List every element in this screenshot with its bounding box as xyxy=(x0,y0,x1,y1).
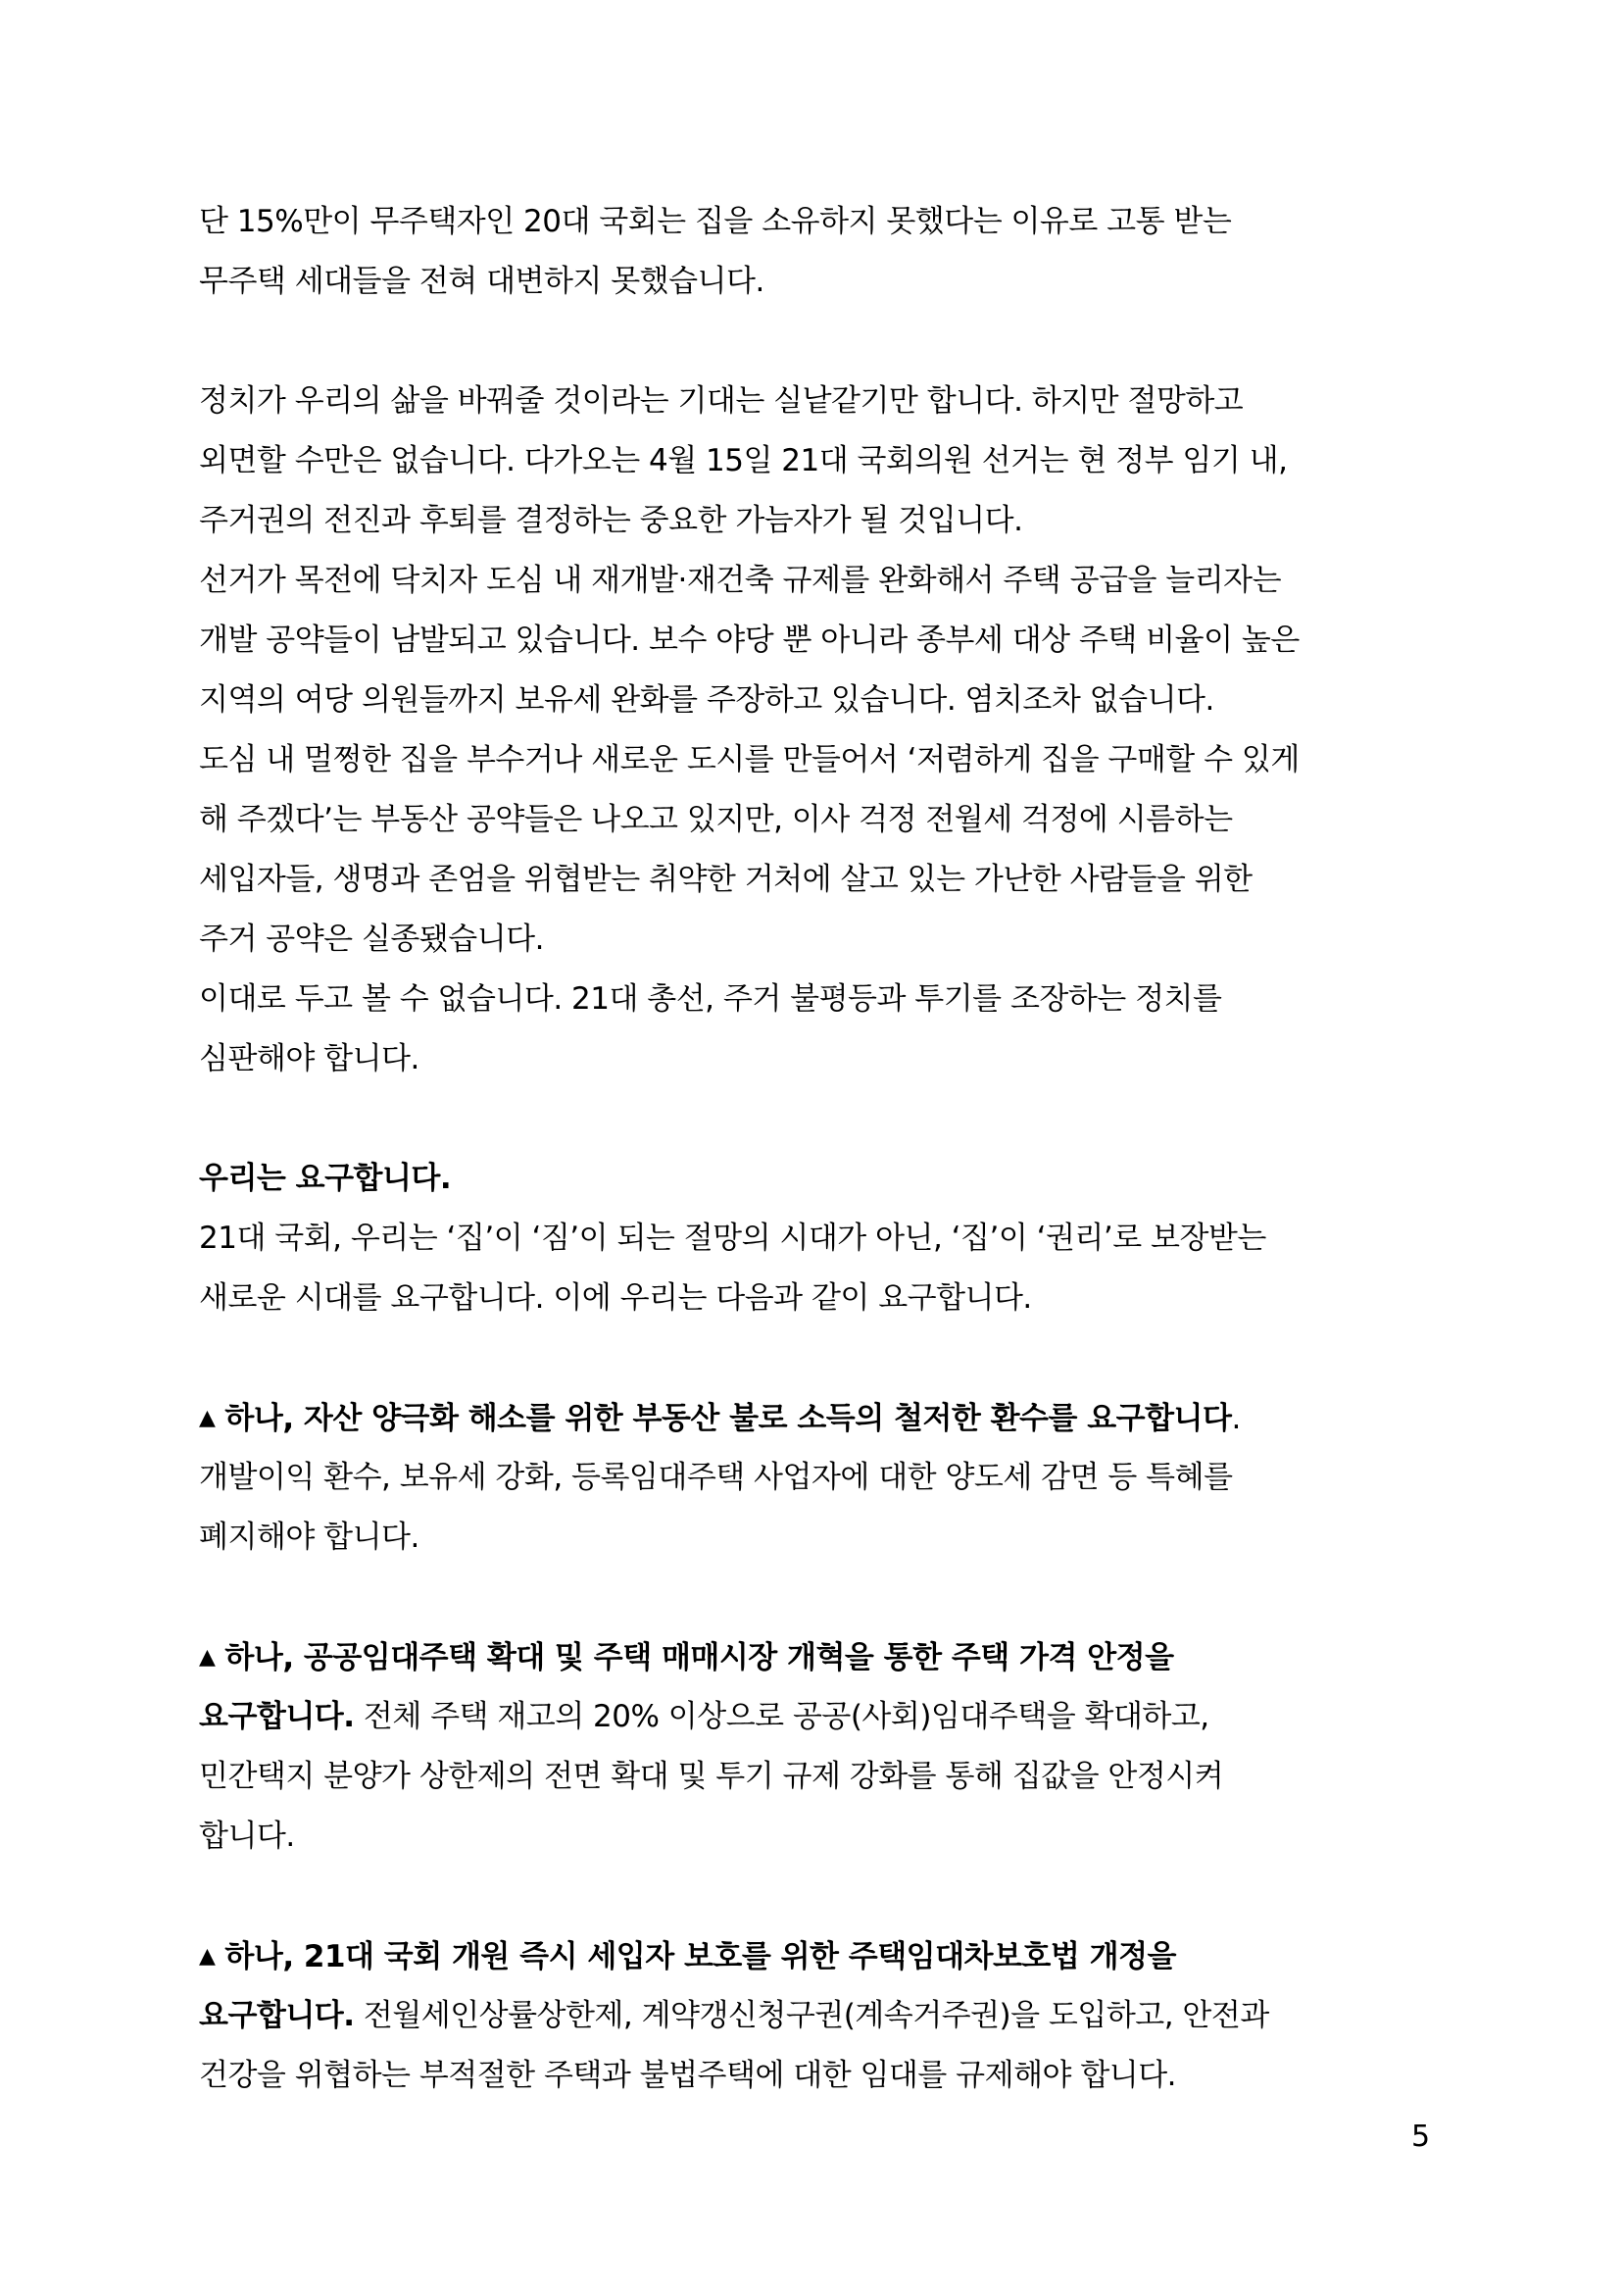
demand-title-rest: 전월세인상률상한제, 계약갱신청구권(계속거주권)을 도입하고, 안전과 xyxy=(354,1998,1269,2033)
paragraph-line: 민간택지 분양가 상한제의 전면 확대 및 투기 규제 강화를 통해 집값을 안정시켜 xyxy=(199,1759,1224,1794)
demand-title-rest: 전체 주택 재고의 20% 이상으로 공공(사회)임대주택을 확대하고, xyxy=(354,1699,1209,1734)
paragraph-line: 21대 국회, 우리는 ‘집’이 ‘짐’이 되는 절망의 시대가 아닌, ‘집’이 ‘권리’로 보장받는 xyxy=(199,1221,1266,1256)
paragraph-line: 무주택 세대들을 전혀 대변하지 못했습니다. xyxy=(199,264,764,299)
document-body xyxy=(199,192,1473,2106)
demand-item-2-line xyxy=(199,1687,1473,1747)
demand-title-text: 하나, 자산 양극화 해소를 위한 부동산 불로 소득의 철저한 환수를 요구합니다 xyxy=(224,1401,1232,1436)
paragraph-line: 개발 공약들이 남발되고 있습니다. 보수 야당 뿐 아니라 종부세 대상 주택 비율이 높은 xyxy=(199,623,1300,658)
demand-title-end: . xyxy=(1231,1401,1241,1436)
demand-title-bold: 요구합니다. xyxy=(199,1998,355,2033)
triangle-bullet-icon: ▲ xyxy=(199,1645,216,1670)
demand-title-text: 하나, 21대 국회 개원 즉시 세입자 보호를 위한 주택임대차보호법 개정을 xyxy=(224,1939,1176,1974)
paragraph-line: 새로운 시대를 요구합니다. 이에 우리는 다음과 같이 요구합니다. xyxy=(199,1280,1032,1316)
paragraph-line: 건강을 위협하는 부적절한 주택과 불법주택에 대한 임대를 규제해야 합니다. xyxy=(199,2058,1177,2093)
paragraph-line: 해 주겠다’는 부동산 공약들은 나오고 있지만, 이사 걱정 전월세 걱정에 시름하는 xyxy=(199,802,1233,837)
paragraph-gap xyxy=(199,1089,1473,1149)
section-heading: 우리는 요구합니다. xyxy=(199,1161,452,1196)
paragraph-line: 외면할 수만은 없습니다. 다가오는 4월 15일 21대 국회의원 선거는 현 정부 임기 내, xyxy=(199,443,1288,478)
paragraph-gap xyxy=(199,1568,1473,1627)
paragraph-line: 개발이익 환수, 보유세 강화, 등록임대주택 사업자에 대한 양도세 감면 등 특혜를 xyxy=(199,1460,1233,1495)
paragraph-gap xyxy=(199,312,1473,372)
paragraph-line: 주거권의 전진과 후퇴를 결정하는 중요한 가늠자가 될 것입니다. xyxy=(199,503,1023,538)
demand-item-3-title xyxy=(199,1926,1473,1986)
paragraph-line: 심판해야 합니다. xyxy=(199,1041,419,1076)
paragraph-line: 지역의 여당 의원들까지 보유세 완화를 주장하고 있습니다. 염치조차 없습니다. xyxy=(199,682,1214,718)
paragraph-gap xyxy=(199,1867,1473,1926)
paragraph-line: 주거 공약은 실종됐습니다. xyxy=(199,922,544,957)
demand-item-2-title xyxy=(199,1627,1473,1687)
paragraph-line: 합니다. xyxy=(199,1819,295,1854)
paragraph-line: 이대로 두고 볼 수 없습니다. 21대 총선, 주거 불평등과 투기를 조장하는 정치를 xyxy=(199,981,1222,1017)
page-number: 5 xyxy=(1411,2120,1431,2154)
paragraph-line: 정치가 우리의 삶을 바꿔줄 것이라는 기대는 실낱같기만 합니다. 하지만 절망하고 xyxy=(199,383,1244,419)
paragraph-line: 폐지해야 합니다. xyxy=(199,1520,419,1555)
paragraph-line: 도심 내 멀쩡한 집을 부수거나 새로운 도시를 만들어서 ‘저렴하게 집을 구매할 수 있게 xyxy=(199,742,1300,777)
demand-item-3-line xyxy=(199,1986,1473,2046)
paragraph-line: 세입자들, 생명과 존엄을 위협받는 취약한 거처에 살고 있는 가난한 사람들을 위한 xyxy=(199,862,1253,897)
paragraph-line: 단 15%만이 무주택자인 20대 국회는 집을 소유하지 못했다는 이유로 고통 받는 xyxy=(199,204,1232,239)
demand-title-text: 하나, 공공임대주택 확대 및 주택 매매시장 개혁을 통한 주택 가격 안정을 xyxy=(224,1640,1174,1675)
paragraph-gap xyxy=(199,1328,1473,1388)
triangle-bullet-icon: ▲ xyxy=(199,1406,216,1430)
demand-title-bold: 요구합니다. xyxy=(199,1699,355,1734)
triangle-bullet-icon: ▲ xyxy=(199,1944,216,1969)
paragraph-line: 선거가 목전에 닥치자 도심 내 재개발·재건축 규제를 완화해서 주택 공급을 늘리자는 xyxy=(199,563,1282,598)
demand-item-1-title xyxy=(199,1388,1473,1448)
